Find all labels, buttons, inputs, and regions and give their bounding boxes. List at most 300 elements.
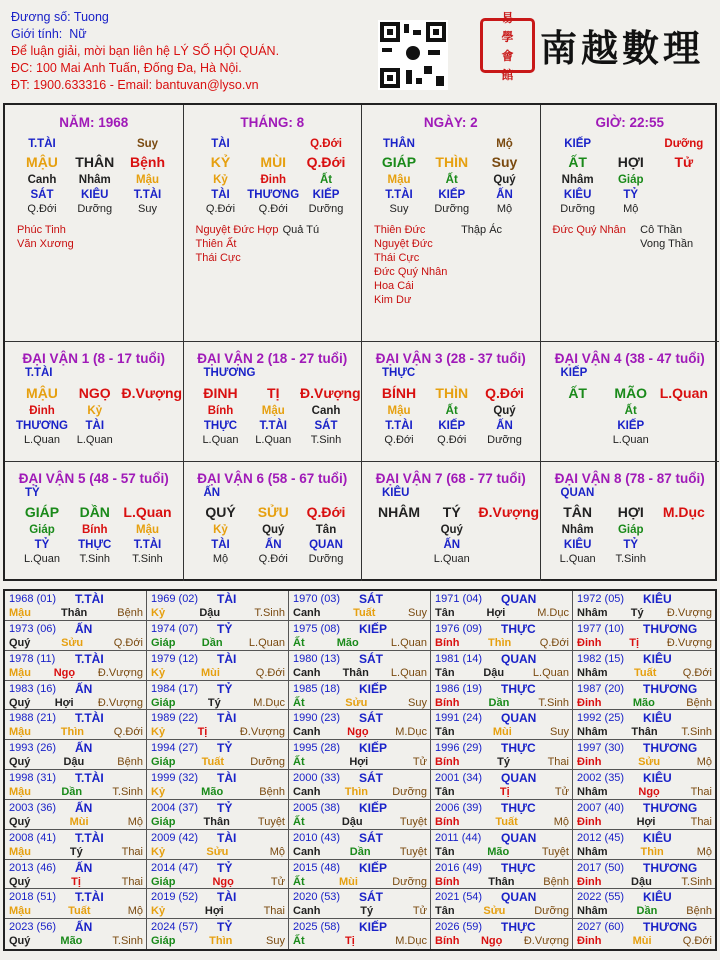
year-stage: Tử [412, 905, 427, 918]
year-branch: Mùi [492, 726, 512, 739]
year-god: ẤN [75, 800, 93, 815]
year-cell [289, 860, 431, 890]
year-cell [5, 621, 147, 651]
year-label: 2017 (50) [577, 861, 625, 874]
stage: Dưỡng [77, 202, 113, 215]
dai-van-hidden-cell: Canh [311, 404, 341, 417]
year-branch: Tuất [353, 607, 376, 619]
year-cell [147, 860, 289, 890]
year-label: 2019 (52) [151, 891, 199, 904]
year-stage: Q.Đới [682, 935, 712, 948]
dai-van-hidden-cell: Tân [315, 524, 337, 536]
year-stage: Mộ [553, 815, 569, 828]
dai-van-stage [541, 433, 720, 446]
year-cell [431, 919, 573, 949]
dai-van-hidden-cell: Quý [262, 524, 285, 536]
year-pillar [435, 876, 569, 888]
year-branch: Mão [632, 696, 655, 709]
year-cell [5, 651, 147, 681]
star: Nguyệt Đức Hợp [195, 224, 279, 236]
year-god: KIẾP [359, 920, 388, 935]
pillar-main-cell: MẬU [26, 153, 58, 170]
pillar-main-cell: GIÁP [381, 153, 417, 170]
year-cell [573, 830, 715, 860]
year-branch: Thân [631, 726, 658, 739]
dai-van-4 [541, 342, 720, 462]
pillar-stars [5, 215, 183, 251]
year-branch: Tuất [201, 756, 225, 769]
year-god: QUAN [501, 830, 537, 845]
pillar-hidden-cell: Mậu [136, 173, 160, 186]
phone-email-line: ĐT: 1900.633316 - Email: bantuvan@lyso.vn [11, 78, 259, 92]
stage: T.Sinh [615, 553, 647, 565]
year-god: T.TÀI [75, 830, 104, 845]
year-pillar [151, 726, 285, 738]
dai-van-main-cell: TỊ [267, 384, 280, 401]
dai-van-main-cell: QUÝ [205, 504, 236, 520]
pillar-gods-cell: THƯƠNG [247, 188, 300, 201]
year-cell [147, 740, 289, 770]
pillar-main [362, 151, 540, 172]
year-cell [5, 770, 147, 800]
year-god: T.TÀI [75, 592, 104, 606]
year-stem: Quý [9, 756, 31, 769]
year-pillar [577, 786, 712, 798]
pillar-top-cell: THÂN [383, 137, 415, 150]
year-stem: Tân [435, 905, 455, 918]
year-pillar [293, 816, 427, 828]
pillar-head: NĂM: 1968 [59, 115, 129, 130]
year-branch: Dần [488, 696, 510, 709]
year-pillar [577, 756, 712, 768]
dai-van-main-cell: Đ.Vượng [478, 504, 540, 520]
dai-van-head: ĐẠI VẬN 7 (68 - 77 tuổi) [375, 470, 526, 486]
dai-van-hidden [362, 523, 540, 538]
dai-van-hidden-cell: Mậu [136, 524, 160, 536]
year-stem: Canh [293, 726, 321, 739]
year-branch: Mùi [69, 815, 89, 828]
year-branch: Dần [201, 636, 223, 649]
year-stem: Mậu [9, 726, 31, 739]
year-pillar [577, 876, 712, 888]
god: SÁT [314, 419, 338, 432]
dai-van-hidden [362, 403, 540, 418]
year-pillar [435, 846, 569, 858]
stars-col1 [17, 223, 104, 251]
year-stage: Thai [690, 786, 712, 798]
dai-van-main [362, 382, 540, 403]
year-god: KIẾP [359, 860, 388, 875]
year-label: 2020 (53) [293, 891, 341, 904]
year-stage: Tử [412, 756, 427, 769]
year-cell [431, 860, 573, 890]
god: T.TÀI [385, 419, 413, 432]
stage: T.Sinh [310, 433, 342, 446]
year-label: 1982 (15) [577, 652, 625, 665]
dai-van-head: ĐẠI VẬN 8 (78 - 87 tuổi) [554, 470, 705, 486]
year-god: TÀI [217, 830, 237, 845]
year-branch: Hợi [54, 696, 74, 709]
dai-van-top: T.TÀI [25, 367, 53, 379]
year-stem: Kỷ [151, 845, 166, 858]
star: Thái Cực [374, 252, 420, 264]
pillar-stars [362, 215, 540, 307]
dai-van-gods [184, 538, 362, 553]
year-label: 1979 (12) [151, 652, 199, 665]
dai-van-hidden-cell: Bính [207, 404, 234, 417]
year-branch: Dậu [63, 756, 85, 769]
year-stage: Bệnh [117, 607, 143, 619]
year-stage: Tuyệt [399, 845, 427, 858]
year-stem: Đinh [577, 756, 602, 769]
year-stage: Thai [690, 815, 712, 828]
year-stem: Kỷ [151, 905, 166, 918]
dai-van-hidden-cell: Giáp [29, 524, 55, 536]
year-branch: Hợi [204, 905, 224, 918]
year-god: TỶ [217, 920, 233, 935]
god: T.TÀI [133, 539, 162, 551]
year-stage: Suy [408, 696, 427, 709]
year-stem: Bính [435, 935, 460, 948]
year-branch: Tị [629, 636, 640, 649]
year-label: 2000 (33) [293, 772, 341, 784]
year-label: 2003 (36) [9, 801, 57, 814]
year-stage: T.Sinh [112, 935, 143, 948]
year-pillar [435, 667, 569, 679]
pillar-top-cell: KIẾP [564, 137, 592, 150]
pillar-hidden-cell: Nhâm [561, 173, 594, 186]
dai-van-head: ĐẠI VẬN 5 (48 - 57 tuổi) [18, 470, 169, 486]
year-cell [289, 621, 431, 651]
year-branch: Tý [207, 696, 221, 709]
god: THỰC [203, 419, 238, 432]
year-pillar [151, 607, 285, 619]
dai-van-hidden-cell: Ất [624, 404, 637, 417]
pillar-gods-cell: SÁT [30, 188, 54, 201]
stage: Q.Đới [258, 202, 288, 215]
stage: L.Quan [23, 553, 61, 565]
year-god: QUAN [501, 592, 537, 606]
year-stage: Tử [554, 786, 569, 798]
year-label: 1993 (26) [9, 742, 57, 755]
year-pillar [435, 726, 569, 738]
pillar-top [184, 136, 362, 151]
year-god: SÁT [359, 651, 383, 666]
year-god: THỰC [501, 681, 536, 696]
year-label: 1975 (08) [293, 622, 341, 635]
dai-van-main-cell: MÃO [614, 384, 648, 401]
year-branch: Sửu [206, 845, 229, 858]
year-branch: Tý [69, 845, 83, 858]
year-cell [5, 800, 147, 830]
pillar-main-cell: MÙI [260, 153, 287, 170]
year-stage: Thai [121, 875, 143, 888]
year-label: 1968 (01) [9, 593, 57, 605]
year-branch: Thân [488, 875, 515, 888]
year-pillar [435, 786, 569, 798]
dai-van-main-cell: NGỌ [78, 384, 111, 401]
year-cell [147, 621, 289, 651]
year-label: 2027 (60) [577, 921, 625, 934]
year-pillar [9, 756, 143, 768]
year-stage: Q.Đới [539, 636, 569, 649]
year-label: 2005 (38) [293, 801, 341, 814]
year-cell [431, 591, 573, 621]
dai-van-gods [541, 418, 720, 433]
dai-van-main-cell: HỢI [617, 504, 644, 520]
year-stage: M.Dục [253, 696, 285, 709]
dai-van-top: KIÊU [382, 486, 410, 499]
stars-col2 [461, 223, 502, 307]
year-stem: Bính [435, 696, 460, 709]
dai-van-main-cell: Q.Đới [485, 384, 524, 401]
dai-van-main-cell: GIÁP [24, 504, 60, 520]
year-branch: Thìn [344, 786, 368, 798]
year-stem: Giáp [151, 935, 176, 948]
year-pillar [293, 697, 427, 709]
pillar-main-cell: Tử [674, 153, 694, 170]
star: Đức Quý Nhân [374, 266, 448, 278]
year-stage: Bệnh [686, 696, 712, 709]
year-stem: Tân [435, 786, 455, 798]
year-god: TÀI [217, 771, 237, 785]
year-stage: Suy [266, 935, 285, 948]
pillar-hidden [541, 172, 720, 187]
year-branch: Thân [342, 666, 369, 679]
year-branch: Ngọ [347, 726, 369, 739]
dai-van-main-cell: L.Quan [659, 384, 708, 401]
year-label: 1995 (28) [293, 742, 341, 755]
pillar-gods-cell: T.TÀI [385, 188, 413, 201]
dai-van-main-cell: ẤT [568, 384, 587, 401]
year-god: KIÊU [643, 830, 672, 845]
year-cell [431, 621, 573, 651]
year-stem: Nhâm [577, 726, 608, 739]
year-pillar [293, 637, 427, 649]
year-pillar [293, 846, 427, 858]
pillar-hidden-cell: Giáp [617, 173, 644, 186]
dai-van-top: TỶ [25, 486, 40, 499]
dai-van-main-cell: L.Quan [123, 504, 172, 520]
year-branch: Mùi [338, 875, 358, 888]
pillar-hidden-cell: Canh [27, 173, 57, 186]
god: TÀI [211, 539, 230, 551]
year-label: 1991 (24) [435, 712, 483, 725]
year-stem: Ất [293, 636, 305, 649]
year-cell [289, 800, 431, 830]
year-stem: Ất [293, 935, 305, 948]
stage: Q.Đới [384, 433, 414, 446]
dai-van-main-cell: NHÂM [377, 504, 420, 520]
year-pillar [151, 846, 285, 858]
year-pillar [151, 637, 285, 649]
dai-van-main [184, 502, 362, 523]
stars-col1 [374, 223, 461, 307]
year-god: KIẾP [359, 681, 388, 696]
year-cell [5, 591, 147, 621]
year-label: 1998 (31) [9, 772, 57, 784]
year-cell [573, 740, 715, 770]
year-label: 1973 (06) [9, 622, 57, 635]
pillar-hidden-cell: Quý [493, 173, 516, 186]
stage: Q.Đới [205, 202, 236, 215]
year-stem: Bính [435, 875, 460, 888]
year-stage: Dưỡng [534, 905, 569, 918]
year-god: KIÊU [643, 711, 672, 726]
year-god: THỰC [501, 920, 536, 935]
year-god: SÁT [359, 711, 383, 726]
pillar-hidden [184, 172, 362, 187]
year-branch: Ngọ [53, 666, 76, 679]
dai-van-stage [5, 553, 183, 566]
year-cell [5, 740, 147, 770]
year-god: THỰC [501, 860, 536, 875]
pillar-gods [184, 187, 362, 202]
pillar-stage [184, 202, 362, 215]
year-god: KIẾP [359, 621, 388, 636]
year-god: TỶ [217, 621, 233, 636]
god: QUAN [309, 539, 343, 551]
year-branch: Mão [487, 845, 510, 858]
year-stage: L.Quan [532, 666, 569, 679]
year-god: THỰC [501, 800, 536, 815]
pillar-gods [541, 187, 720, 202]
year-stage: T.Sinh [681, 726, 712, 739]
pillar-top [5, 136, 183, 151]
dai-van-stage [5, 433, 183, 446]
year-label: 2011 (44) [435, 831, 482, 844]
year-label: 2006 (39) [435, 801, 483, 814]
year-cell [147, 591, 289, 621]
dai-van-hidden-cell: Bính [81, 524, 108, 536]
year-pillar [151, 876, 285, 888]
year-branch: Thìn [60, 726, 84, 739]
star: Phúc Tinh [17, 224, 66, 236]
year-stem: Quý [9, 875, 31, 888]
year-branch: Mão [60, 935, 83, 948]
star: Hoa Cái [374, 280, 414, 292]
pillar-hidden-cell: Đinh [260, 173, 287, 186]
pillar-stage [541, 202, 720, 215]
year-luck-table [3, 589, 717, 951]
pillar-hidden-cell: Kỷ [213, 173, 228, 186]
pillar-top-cell: Suy [136, 137, 159, 150]
dai-van-main-cell: DẦN [79, 504, 110, 520]
pillar-main-cell: HỢI [617, 153, 644, 170]
year-pillar [9, 786, 143, 798]
year-label: 1985 (18) [293, 682, 341, 695]
year-stage: Q.Đới [682, 666, 712, 679]
year-cell [5, 860, 147, 890]
owner-line: Đương số: Tuong [11, 10, 109, 24]
stage: L.Quan [612, 433, 649, 446]
year-god: T.TÀI [75, 771, 104, 785]
year-stage: Tử [270, 875, 285, 888]
dai-van-main [541, 502, 720, 523]
year-label: 2026 (59) [435, 921, 483, 934]
gender-line: Giới tính: Nữ [11, 27, 87, 41]
year-branch: Ngọ [212, 875, 234, 888]
year-pillar [293, 607, 427, 619]
year-branch: Tý [497, 756, 510, 769]
star: Văn Xương [17, 238, 74, 250]
stage: Q.Đới [258, 553, 288, 565]
stars-col2 [640, 223, 693, 251]
year-label: 1976 (09) [435, 622, 483, 635]
dai-van-gods [5, 538, 183, 553]
god: ẤN [264, 539, 282, 551]
dai-van-hidden-cell: Kỷ [87, 404, 103, 417]
year-branch: Thân [203, 815, 230, 828]
year-stem: Bính [435, 636, 460, 649]
year-cell [573, 710, 715, 740]
stage: L.Quan [559, 553, 596, 565]
year-label: 2008 (41) [9, 831, 57, 844]
dai-van-6 [184, 462, 363, 582]
god: THỰC [78, 539, 112, 551]
stage: Mộ [496, 202, 513, 215]
year-god: THỰC [501, 741, 536, 756]
dai-van-gods [184, 418, 362, 433]
year-cell [431, 800, 573, 830]
year-cell [5, 710, 147, 740]
pillar-main-cell: Bệnh [130, 153, 166, 170]
year-label: 1977 (10) [577, 622, 625, 635]
year-cell [147, 830, 289, 860]
year-god: SÁT [359, 771, 383, 785]
year-stem: Đinh [577, 636, 602, 649]
year-cell [431, 681, 573, 711]
pillar-0 [5, 105, 184, 342]
year-pillar [577, 905, 712, 917]
dai-van-main-cell: TÂN [563, 504, 593, 520]
year-stage: Suy [550, 726, 569, 739]
year-cell [573, 621, 715, 651]
dai-van-1 [5, 342, 184, 462]
year-cell [147, 681, 289, 711]
year-branch: Hợi [486, 607, 506, 619]
year-pillar [435, 607, 569, 619]
year-branch: Tý [360, 905, 374, 918]
pillar-gods-cell: TÀI [211, 188, 230, 201]
year-stem: Giáp [151, 696, 176, 709]
year-label: 1996 (29) [435, 742, 483, 755]
year-god: ẤN [75, 860, 93, 875]
year-cell [5, 919, 147, 949]
year-stem: Giáp [151, 875, 176, 888]
year-stem: Tân [435, 666, 455, 679]
pillar-gods-cell: TỶ [623, 188, 639, 201]
year-cell [147, 800, 289, 830]
year-stem: Canh [293, 786, 321, 798]
year-branch: Hợi [636, 815, 656, 828]
year-label: 1987 (20) [577, 682, 625, 695]
year-branch: Dậu [199, 607, 221, 619]
year-stage: Suy [408, 607, 427, 619]
stage: L.Quan [433, 553, 470, 565]
year-pillar [577, 607, 712, 619]
year-cell [573, 800, 715, 830]
pillar-top-cell: Mộ [496, 137, 513, 150]
pillar-gods-cell: KIẾP [438, 188, 466, 201]
chart-grid [3, 103, 717, 581]
year-stem: Bính [435, 815, 460, 828]
brand-title: 南越數理 [540, 26, 704, 70]
year-god: THƯƠNG [643, 621, 698, 636]
year-god: QUAN [501, 651, 537, 666]
year-stage: Thai [263, 905, 285, 918]
year-label: 1994 (27) [151, 742, 199, 755]
